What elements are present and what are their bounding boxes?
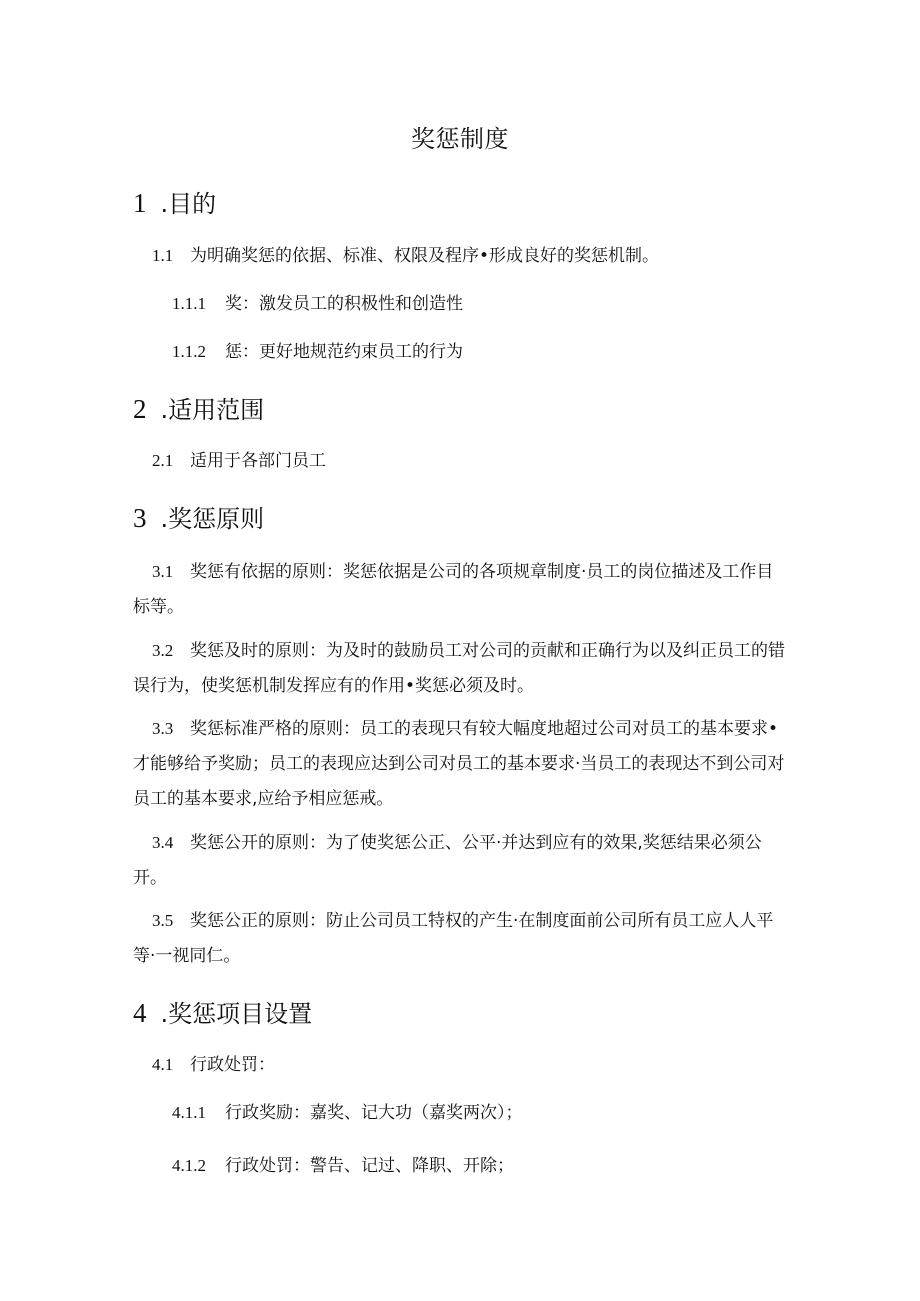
clause-text-line: 奖惩公正的原则：防止公司员工特权的产生·在制度面前公司所有员工应人人平 — [190, 911, 774, 931]
clause-text-line: 等·一视同仁。 — [133, 946, 241, 966]
clause-text-line: 开。 — [133, 868, 167, 888]
clause-number: 3.3 — [152, 719, 174, 738]
clause-4-1-2 — [172, 1153, 514, 1179]
clause-number: 3.5 — [152, 911, 174, 930]
clause-3-4 — [133, 825, 793, 896]
section-title: .奖惩原则 — [160, 505, 265, 533]
clause-3-1 — [133, 554, 793, 625]
section-title: .适用范围 — [160, 396, 265, 424]
clause-number: 3.1 — [152, 562, 174, 581]
clause-2-1 — [152, 448, 326, 474]
clause-text-line: 奖惩标准严格的原则：员工的表现只有较大幅度地超过公司对员工的基本要求• — [190, 719, 779, 739]
clause-text-line: 奖惩公开的原则：为了使奖惩公正、公平·并达到应有的效果,奖惩结果必须公 — [190, 833, 762, 853]
clause-number: 4.1 — [152, 1055, 174, 1074]
clause-number: 4.1.2 — [172, 1156, 206, 1175]
clause-number: 1.1.2 — [172, 342, 206, 361]
clause-text-line: 员工的基本要求,应给予相应惩戒。 — [133, 789, 394, 809]
clause-3-2 — [133, 633, 793, 704]
clause-number: 1.1 — [152, 246, 174, 265]
clause-3-5 — [133, 903, 793, 974]
clause-number: 1.1.1 — [172, 294, 206, 313]
clause-text-line: 标等。 — [133, 597, 184, 617]
clause-number: 2.1 — [152, 451, 174, 470]
clause-text-line: 误行为，使奖惩机制发挥应有的作用•奖惩必须及时。 — [133, 676, 535, 696]
section-title: .目的 — [160, 190, 217, 218]
section-heading-principles — [133, 501, 264, 536]
section-number: 3 — [133, 503, 147, 533]
clause-text: 行政处罚：警告、记过、降职、开除； — [225, 1156, 514, 1176]
clause-3-3 — [133, 711, 793, 817]
clause-text: 惩：更好地规范约束员工的行为 — [225, 342, 463, 362]
section-heading-purpose — [133, 186, 216, 221]
clause-text-line: 奖惩及时的原则：为及时的鼓励员工对公司的贡献和正确行为以及纠正员工的错 — [190, 641, 785, 661]
clause-1-1-2 — [172, 339, 463, 365]
clause-4-1 — [152, 1052, 275, 1078]
clause-text: 奖：激发员工的积极性和创造性 — [225, 294, 463, 314]
document-title: 奖惩制度 — [411, 125, 509, 153]
section-number: 2 — [133, 394, 147, 424]
clause-text: 为明确奖惩的依据、标准、权限及程序•形成良好的奖惩机制。 — [190, 246, 660, 266]
clause-text-line: 才能够给予奖励；员工的表现应达到公司对员工的基本要求·当员工的表现达不到公司对 — [133, 754, 785, 774]
section-number: 4 — [133, 998, 147, 1028]
clause-1-1 — [152, 243, 659, 269]
clause-text: 行政处罚： — [190, 1055, 275, 1075]
section-number: 1 — [133, 188, 147, 218]
section-heading-items — [133, 996, 312, 1031]
clause-4-1-1 — [172, 1100, 523, 1126]
clause-number: 3.4 — [152, 833, 174, 852]
clause-1-1-1 — [172, 291, 463, 317]
clause-number: 3.2 — [152, 641, 174, 660]
clause-text: 行政奖励：嘉奖、记大功（嘉奖两次）； — [225, 1103, 523, 1123]
clause-text-line: 奖惩有依据的原则：奖惩依据是公司的各项规章制度·员工的岗位描述及工作目 — [190, 562, 774, 582]
clause-number: 4.1.1 — [172, 1103, 206, 1122]
section-title: .奖惩项目设置 — [160, 1000, 313, 1028]
section-heading-scope — [133, 392, 264, 427]
clause-text: 适用于各部门员工 — [190, 451, 326, 471]
